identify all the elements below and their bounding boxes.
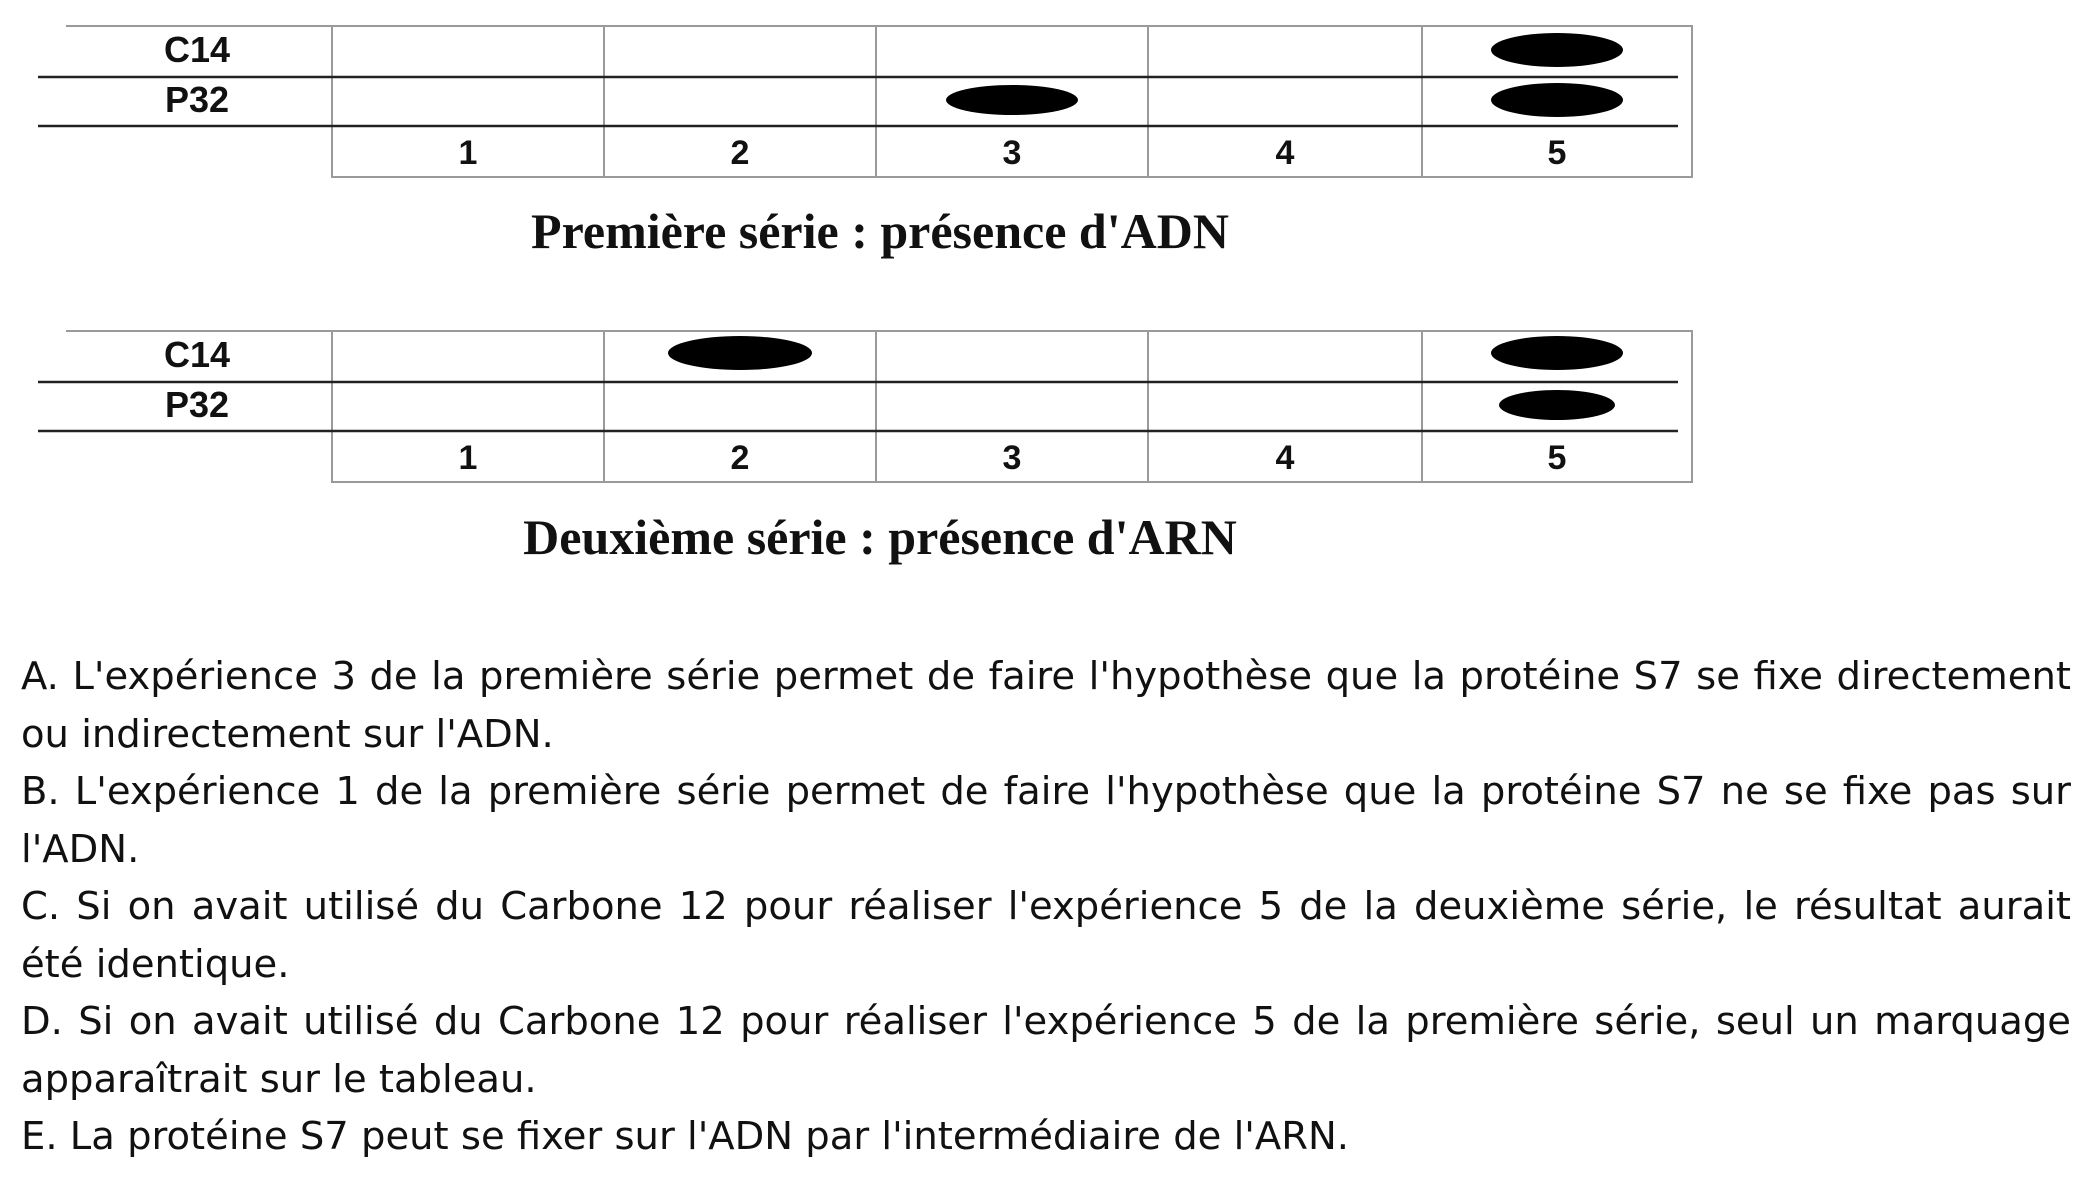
caption-series-1: Première série : présence d'ADN (531, 203, 1229, 259)
row-label-p32: P32 (164, 384, 230, 425)
lane-number-3: 3 (1002, 439, 1022, 477)
lane-number-4: 4 (1275, 134, 1295, 172)
band-p32-lane-5 (1491, 83, 1623, 117)
question-b: B. L'expérience 1 de la première série permet de faire l'hypothèse que la protéine S7 ne se fixe pas sur l'ADN. (21, 769, 2071, 872)
caption-series-2: Deuxième série : présence d'ARN (523, 509, 1237, 565)
question-a: A. L'expérience 3 de la première série permet de faire l'hypothèse que la protéine S7 se fixe directement ou indirectement sur l'ADN. (21, 654, 2071, 757)
lane-number-5: 5 (1547, 439, 1567, 477)
lane-number-5: 5 (1547, 134, 1567, 172)
question-c: C. Si on avait utilisé du Carbone 12 pour réaliser l'expérience 5 de la deuxième série, le résultat aurait été identique. (21, 884, 2071, 987)
question-d: D. Si on avait utilisé du Carbone 12 pour réaliser l'expérience 5 de la première série, seul un marquage apparaîtrait sur le tableau. (21, 999, 2071, 1102)
row-label-c14: C14 (163, 29, 231, 70)
lane-number-1: 1 (458, 439, 478, 477)
question-list (21, 648, 2071, 1166)
lane-number-2: 2 (730, 439, 750, 477)
band-c14-lane-5 (1491, 33, 1623, 67)
lane-number-3: 3 (1002, 134, 1022, 172)
lane-number-4: 4 (1275, 439, 1295, 477)
row-label-c14: C14 (163, 334, 231, 375)
row-label-p32: P32 (164, 79, 230, 120)
lane-number-1: 1 (458, 134, 478, 172)
band-p32-lane-3 (946, 85, 1078, 115)
question-e: E. La protéine S7 peut se fixer sur l'ADN par l'intermédiaire de l'ARN. (21, 1114, 1350, 1159)
band-c14-lane-5 (1491, 336, 1623, 370)
band-p32-lane-5 (1499, 390, 1615, 420)
band-c14-lane-2 (668, 336, 812, 370)
lane-number-2: 2 (730, 134, 750, 172)
